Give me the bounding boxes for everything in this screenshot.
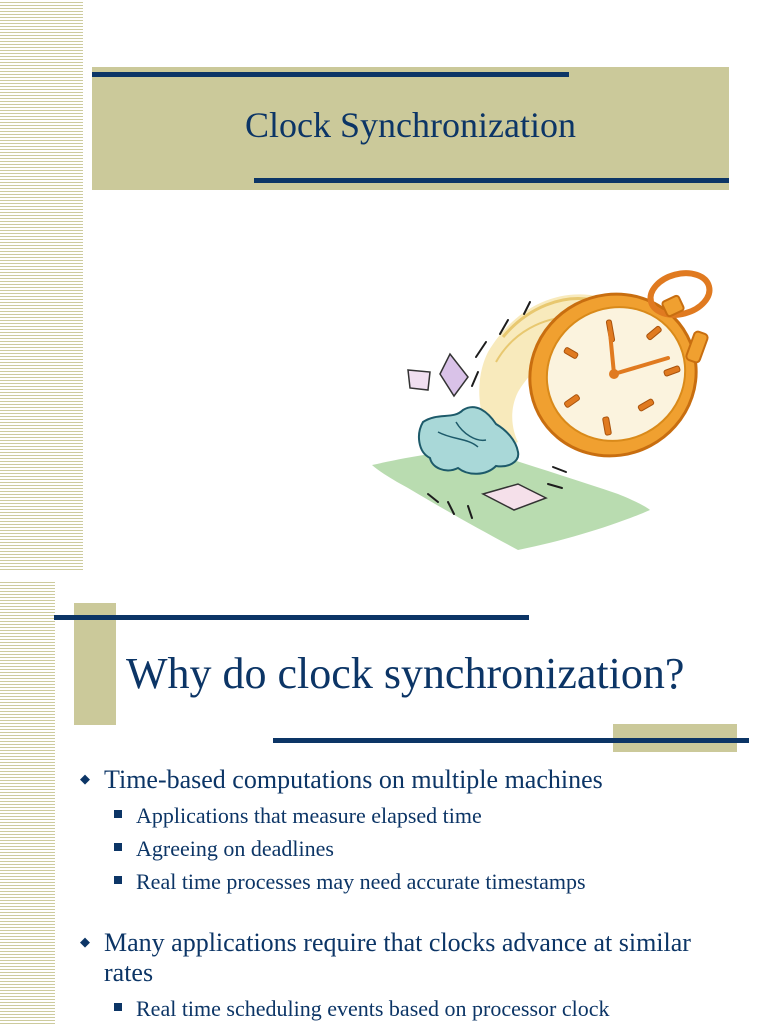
bullet-text: Time-based computations on multiple machines <box>104 765 603 794</box>
sub-bullet-list <box>78 992 738 1024</box>
flying-stopwatch-icon <box>368 262 720 554</box>
sub-bullet-item <box>78 832 738 865</box>
bullet-item <box>78 928 738 988</box>
square-bullet-icon <box>114 843 122 851</box>
title-rule-top <box>92 72 569 77</box>
sub-bullet-list <box>78 799 738 898</box>
sub-bullet-item <box>78 865 738 898</box>
decorative-stripes <box>0 580 55 1024</box>
sub-bullet-text: Real time scheduling events based on processor clock <box>136 996 610 1021</box>
square-bullet-icon <box>114 810 122 818</box>
diamond-bullet-icon: ◆ <box>80 771 90 786</box>
bullet-text: Many applications require that clocks advance at similar rates <box>104 928 691 987</box>
decorative-stripes <box>0 0 83 572</box>
heading-rule-bottom <box>273 738 749 743</box>
bullet-item <box>78 765 738 795</box>
slide-heading: Why do clock synchronization? <box>126 649 685 698</box>
square-bullet-icon <box>114 1003 122 1011</box>
square-bullet-icon <box>114 876 122 884</box>
sub-bullet-item <box>78 799 738 832</box>
title-rule-bottom <box>254 178 729 183</box>
sub-bullet-text: Applications that measure elapsed time <box>136 803 482 828</box>
sub-bullet-text: Agreeing on deadlines <box>136 836 334 861</box>
diamond-bullet-icon: ◆ <box>80 934 90 949</box>
paper-scrap <box>440 354 468 396</box>
sub-bullet-text: Real time processes may need accurate timestamps <box>136 869 586 894</box>
paper-scrap <box>408 370 430 390</box>
slide-title: Clock Synchronization <box>245 105 576 145</box>
accent-block-left <box>74 603 116 725</box>
bullet-list <box>78 765 738 1024</box>
heading-rule-top <box>54 615 529 620</box>
sub-bullet-item <box>78 992 738 1024</box>
